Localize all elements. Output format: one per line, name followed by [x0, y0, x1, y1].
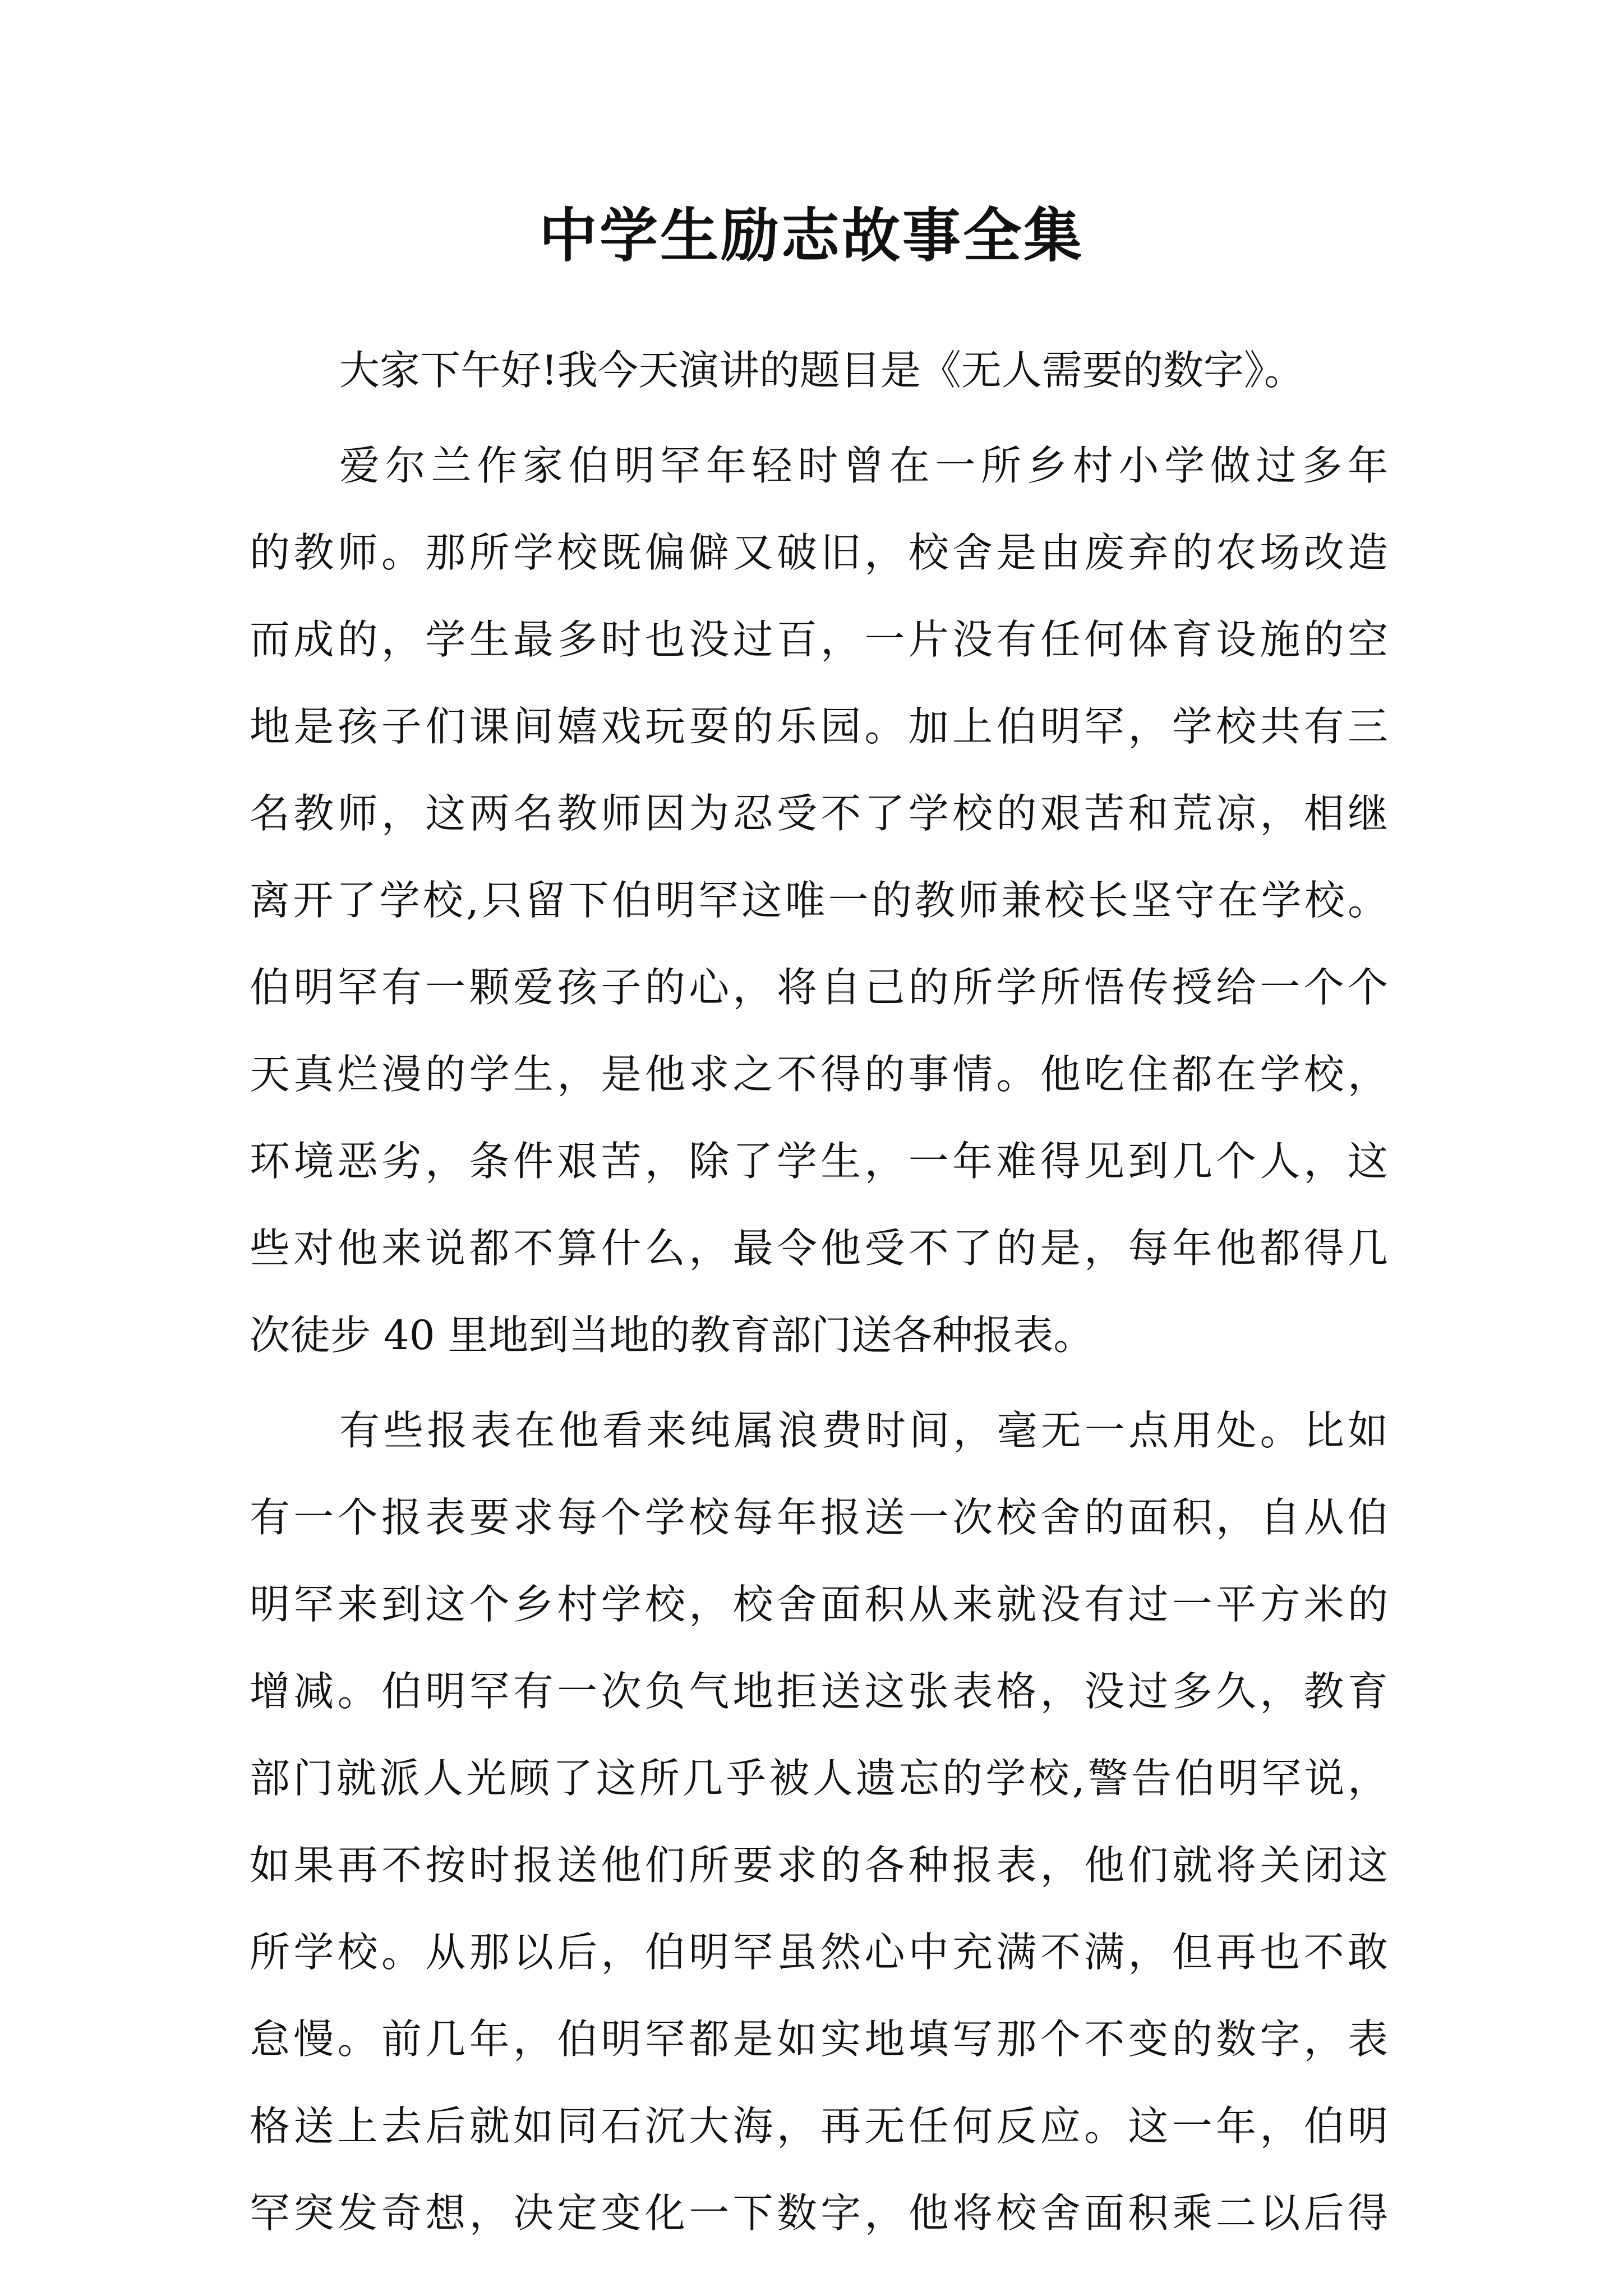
text-line: 明罕来到这个乡村学校，校舍面积从来就没有过一平方米的 [250, 1581, 1388, 1628]
text-line: 爱尔兰作家伯明罕年轻时曾在一所乡村小学做过多年 [339, 442, 1388, 489]
text-line: 些对他来说都不算什么，最令他受不了的是，每年他都得几 [250, 1225, 1388, 1272]
text-line: 次徒步 40 里地到当地的教育部门送各种报表。 [250, 1312, 1094, 1359]
text-line: 的教师。那所学校既偏僻又破旧，校舍是由废弃的农场改造 [250, 529, 1388, 576]
text-line: 伯明罕有一颗爱孩子的心，将自己的所学所悟传授给一个个 [250, 964, 1388, 1011]
text-line: 有些报表在他看来纯属浪费时间，毫无一点用处。比如 [339, 1407, 1388, 1454]
text-line: 部门就派人光顾了这所几乎被人遗忘的学校,警告伯明罕说， [250, 1755, 1388, 1802]
text-line: 怠慢。前几年，伯明罕都是如实地填写那个不变的数字，表 [250, 2016, 1388, 2063]
text-line: 罕突发奇想，决定变化一下数字，他将校舍面积乘二以后得 [250, 2189, 1388, 2237]
text-line: 而成的，学生最多时也没过百，一片没有任何体育设施的空 [250, 616, 1388, 663]
text-line: 大家下午好!我今天演讲的题目是《无人需要的数字》。 [339, 347, 1304, 394]
text-line: 所学校。从那以后，伯明罕虽然心中充满不满，但再也不敢 [250, 1929, 1388, 1976]
text-line: 增减。伯明罕有一次负气地拒送这张表格，没过多久，教育 [250, 1668, 1388, 1715]
text-line: 有一个报表要求每个学校每年报送一次校舍的面积，自从伯 [250, 1494, 1388, 1541]
text-line: 环境恶劣，条件艰苦，除了学生，一年难得见到几个人，这 [250, 1138, 1388, 1185]
text-line: 名教师，这两名教师因为忍受不了学校的艰苦和荒凉，相继 [250, 790, 1388, 837]
text-line: 如果再不按时报送他们所要求的各种报表，他们就将关闭这 [250, 1842, 1388, 1889]
page-title: 中学生励志故事全集 [538, 201, 1084, 270]
text-line: 离开了学校,只留下伯明罕这唯一的教师兼校长坚守在学校。 [250, 877, 1388, 924]
text-line: 地是孩子们课间嬉戏玩耍的乐园。加上伯明罕，学校共有三 [250, 703, 1388, 750]
text-line: 格送上去后就如同石沉大海，再无任何反应。这一年，伯明 [250, 2102, 1388, 2150]
text-line: 天真烂漫的学生，是他求之不得的事情。他吃住都在学校， [250, 1051, 1388, 1098]
